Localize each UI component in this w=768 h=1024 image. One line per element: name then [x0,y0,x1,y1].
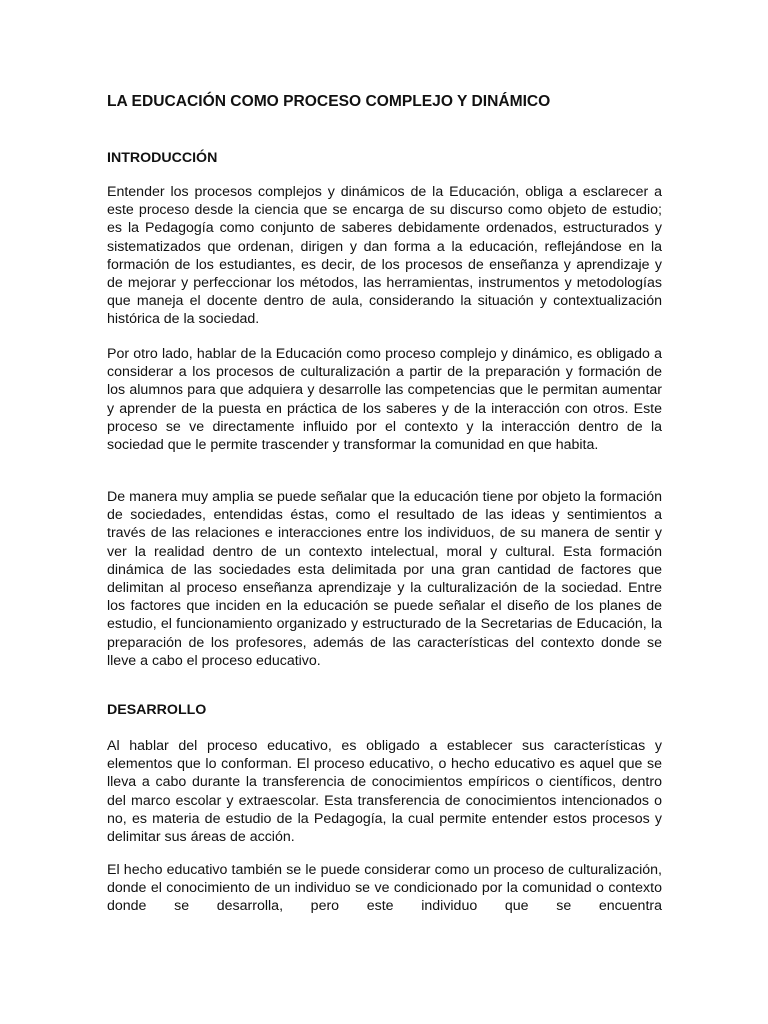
paragraph: Al hablar del proceso educativo, es obligado a establecer sus características y elementos que lo conforman. El proceso educativo, o hecho educativo es aquel que se lleva a cabo durante la transferencia de conocimientos empíricos o científicos, dentro del marco escolar y extraescolar. Esta transferencia de conocimientos intencionados o no, es materia de estudio de la Pedagogía, la cual permite entender estos procesos y delimitar sus áreas de acción. [107,738,662,846]
paragraph: Entender los procesos complejos y dinámicos de la Educación, obliga a esclarecer a este proceso desde la ciencia que se encarga de su discurso como objeto de estudio; es la Pedagogía como conjunto de saberes debidamente ordenados, estructurados y sistematizados que ordenan, dirigen y dan forma a la educación, reflejándose en la formación de los estudiantes, es decir, de los procesos de enseñanza y aprendizaje y de mejorar y perfeccionar los métodos, las herramientas, instrumentos y metodologías que maneja el docente dentro de aula, considerando la situación y contextualización histórica de la sociedad. [107,184,662,328]
section-heading-introduccion: INTRODUCCIÓN [107,150,218,166]
document-title: LA EDUCACIÓN COMO PROCESO COMPLEJO Y DINÁMICO [107,93,551,110]
paragraph: Por otro lado, hablar de la Educación como proceso complejo y dinámico, es obligado a considerar a los procesos de culturalización a partir de la preparación y formación de los alumnos para que adquiera y desarrolle las competencias que le permitan aumentar y aprender de la puesta en práctica de los saberes y de la interacción con otros. Este proceso se ve directamente influido por el contexto y la interacción dentro de la sociedad que le permite trascender y transformar la comunidad en que habita. [107,346,662,454]
paragraph-continued: El hecho educativo también se le puede considerar como un proceso de culturalización, donde el conocimiento de un individuo se ve condicionado por la comunidad o contexto donde se desarrolla, pero este individuo que se encuentra [107,862,662,915]
section-heading-desarrollo: DESARROLLO [107,702,207,718]
paragraph: De manera muy amplia se puede señalar que la educación tiene por objeto la formación de sociedades, entendidas éstas, como el resultado de las ideas y sentimientos a través de las relaciones e interacciones entre los individuos, de su manera de sentir y ver la realidad dentro de un contexto intelectual, moral y cultural. Esta formación dinámica de las sociedades esta delimitada por una gran cantidad de factores que delimitan al proceso enseñanza aprendizaje y la culturalización de la sociedad. Entre los factores que inciden en la educación se puede señalar el diseño de los planes de estudio, el funcionamiento organizado y estructurado de la Secretarias de Educación, la preparación de los profesores, además de las características del contexto donde se lleve a cabo el proceso educativo. [107,489,662,669]
